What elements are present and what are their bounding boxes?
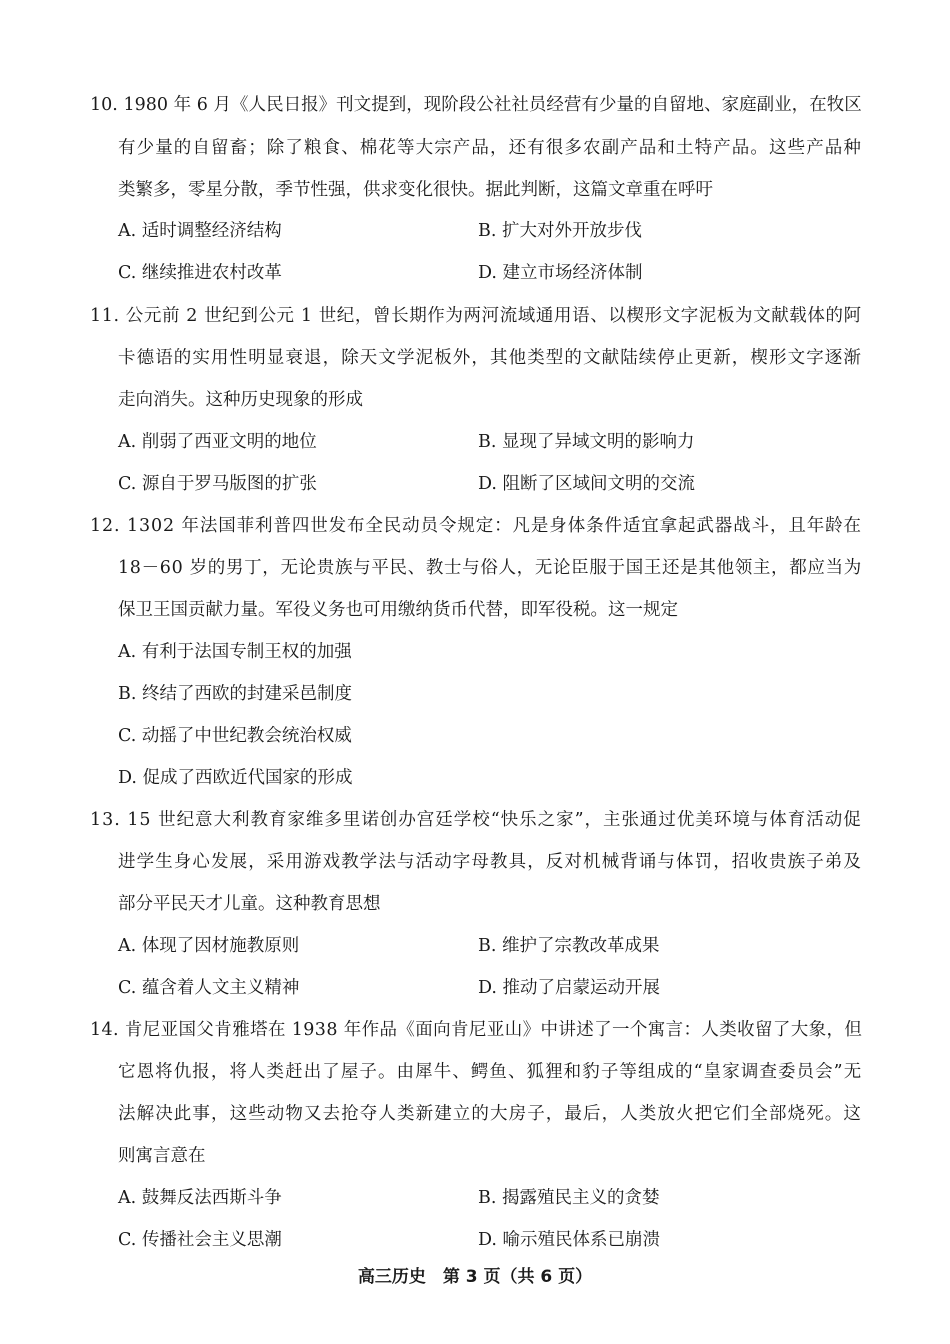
q14-stem-line-3: 法解决此事，这些动物又去抢夺人类新建立的大房子，最后，人类放火把它们全部烧死。这: [118, 1104, 862, 1124]
q13-option-b: B. 维护了宗教改革成果: [478, 936, 660, 956]
q12-option-c: C. 动摇了中世纪教会统治权威: [118, 726, 352, 746]
q13-stem-line-1: 13. 15 世纪意大利教育家维多里诺创办宫廷学校“快乐之家”，主张通过优美环境与体育活动促: [90, 810, 862, 830]
q10-option-b: B. 扩大对外开放步伐: [478, 221, 642, 241]
q14-stem-line-4: 则寓言意在: [118, 1146, 206, 1166]
q10-option-d: D. 建立市场经济体制: [478, 263, 643, 283]
q11-stem-line-3: 走向消失。这种历史现象的形成: [118, 390, 363, 410]
q14-option-a: A. 鼓舞反法西斯斗争: [118, 1188, 282, 1208]
q10-option-a: A. 适时调整经济结构: [118, 221, 282, 241]
q11-option-b: B. 显现了异域文明的影响力: [478, 432, 695, 452]
q11-option-d: D. 阻断了区域间文明的交流: [478, 474, 696, 494]
q13-option-c: C. 蕴含着人文主义精神: [118, 978, 300, 998]
q13-stem-line-2: 进学生身心发展，采用游戏教学法与活动字母教具，反对机械背诵与体罚，招收贵族子弟及: [118, 852, 862, 872]
q14-option-d: D. 喻示殖民体系已崩溃: [478, 1230, 661, 1250]
q12-option-d: D. 促成了西欧近代国家的形成: [118, 768, 353, 788]
q13-stem-line-3: 部分平民天才儿童。这种教育思想: [118, 894, 381, 914]
q13-option-d: D. 推动了启蒙运动开展: [478, 978, 661, 998]
q10-stem-line-3: 类繁多，零星分散，季节性强，供求变化很快。据此判断，这篇文章重在呼吁: [118, 180, 713, 200]
q14-option-b: B. 揭露殖民主义的贪婪: [478, 1188, 660, 1208]
q14-option-c: C. 传播社会主义思潮: [118, 1230, 282, 1250]
q12-stem-line-1: 12. 1302 年法国菲利普四世发布全民动员令规定：凡是身体条件适宜拿起武器战斗，且年龄在: [90, 516, 862, 536]
q12-option-b: B. 终结了西欧的封建采邑制度: [118, 684, 352, 704]
q10-option-c: C. 继续推进农村改革: [118, 263, 282, 283]
q11-option-c: C. 源自于罗马版图的扩张: [118, 474, 317, 494]
q14-stem-line-2: 它恩将仇报，将人类赶出了屋子。由犀牛、鳄鱼、狐狸和豹子等组成的“皇家调查委员会”无: [118, 1062, 863, 1082]
q10-stem-line-1: 10. 1980 年 6 月《人民日报》刊文提到，现阶段公社社员经营有少量的自留地、家庭副业，在牧区: [90, 95, 862, 115]
q10-stem-line-2: 有少量的自留畜；除了粮食、棉花等大宗产品，还有很多农副产品和土特产品。这些产品种: [118, 138, 862, 158]
q12-stem-line-3: 保卫王国贡献力量。军役义务也可用缴纳货币代替，即军役税。这一规定: [118, 600, 678, 620]
page-footer: 高三历史 第 3 页（共 6 页）: [357, 1267, 593, 1287]
q12-stem-line-2: 18－60 岁的男丁，无论贵族与平民、教士与俗人，无论臣服于国王还是其他领主，都应当为: [118, 558, 862, 578]
q12-option-a: A. 有利于法国专制王权的加强: [118, 642, 352, 662]
q11-stem-line-1: 11. 公元前 2 世纪到公元 1 世纪，曾长期作为两河流域通用语、以楔形文字泥板为文献载体的阿: [90, 306, 862, 326]
q11-stem-line-2: 卡德语的实用性明显衰退，除天文学泥板外，其他类型的文献陆续停止更新，楔形文字逐渐: [118, 348, 862, 368]
q13-option-a: A. 体现了因材施教原则: [118, 936, 300, 956]
q11-option-a: A. 削弱了西亚文明的地位: [118, 432, 317, 452]
q14-stem-line-1: 14. 肯尼亚国父肯雅塔在 1938 年作品《面向肯尼亚山》中讲述了一个寓言：人类收留了大象，但: [90, 1020, 863, 1040]
